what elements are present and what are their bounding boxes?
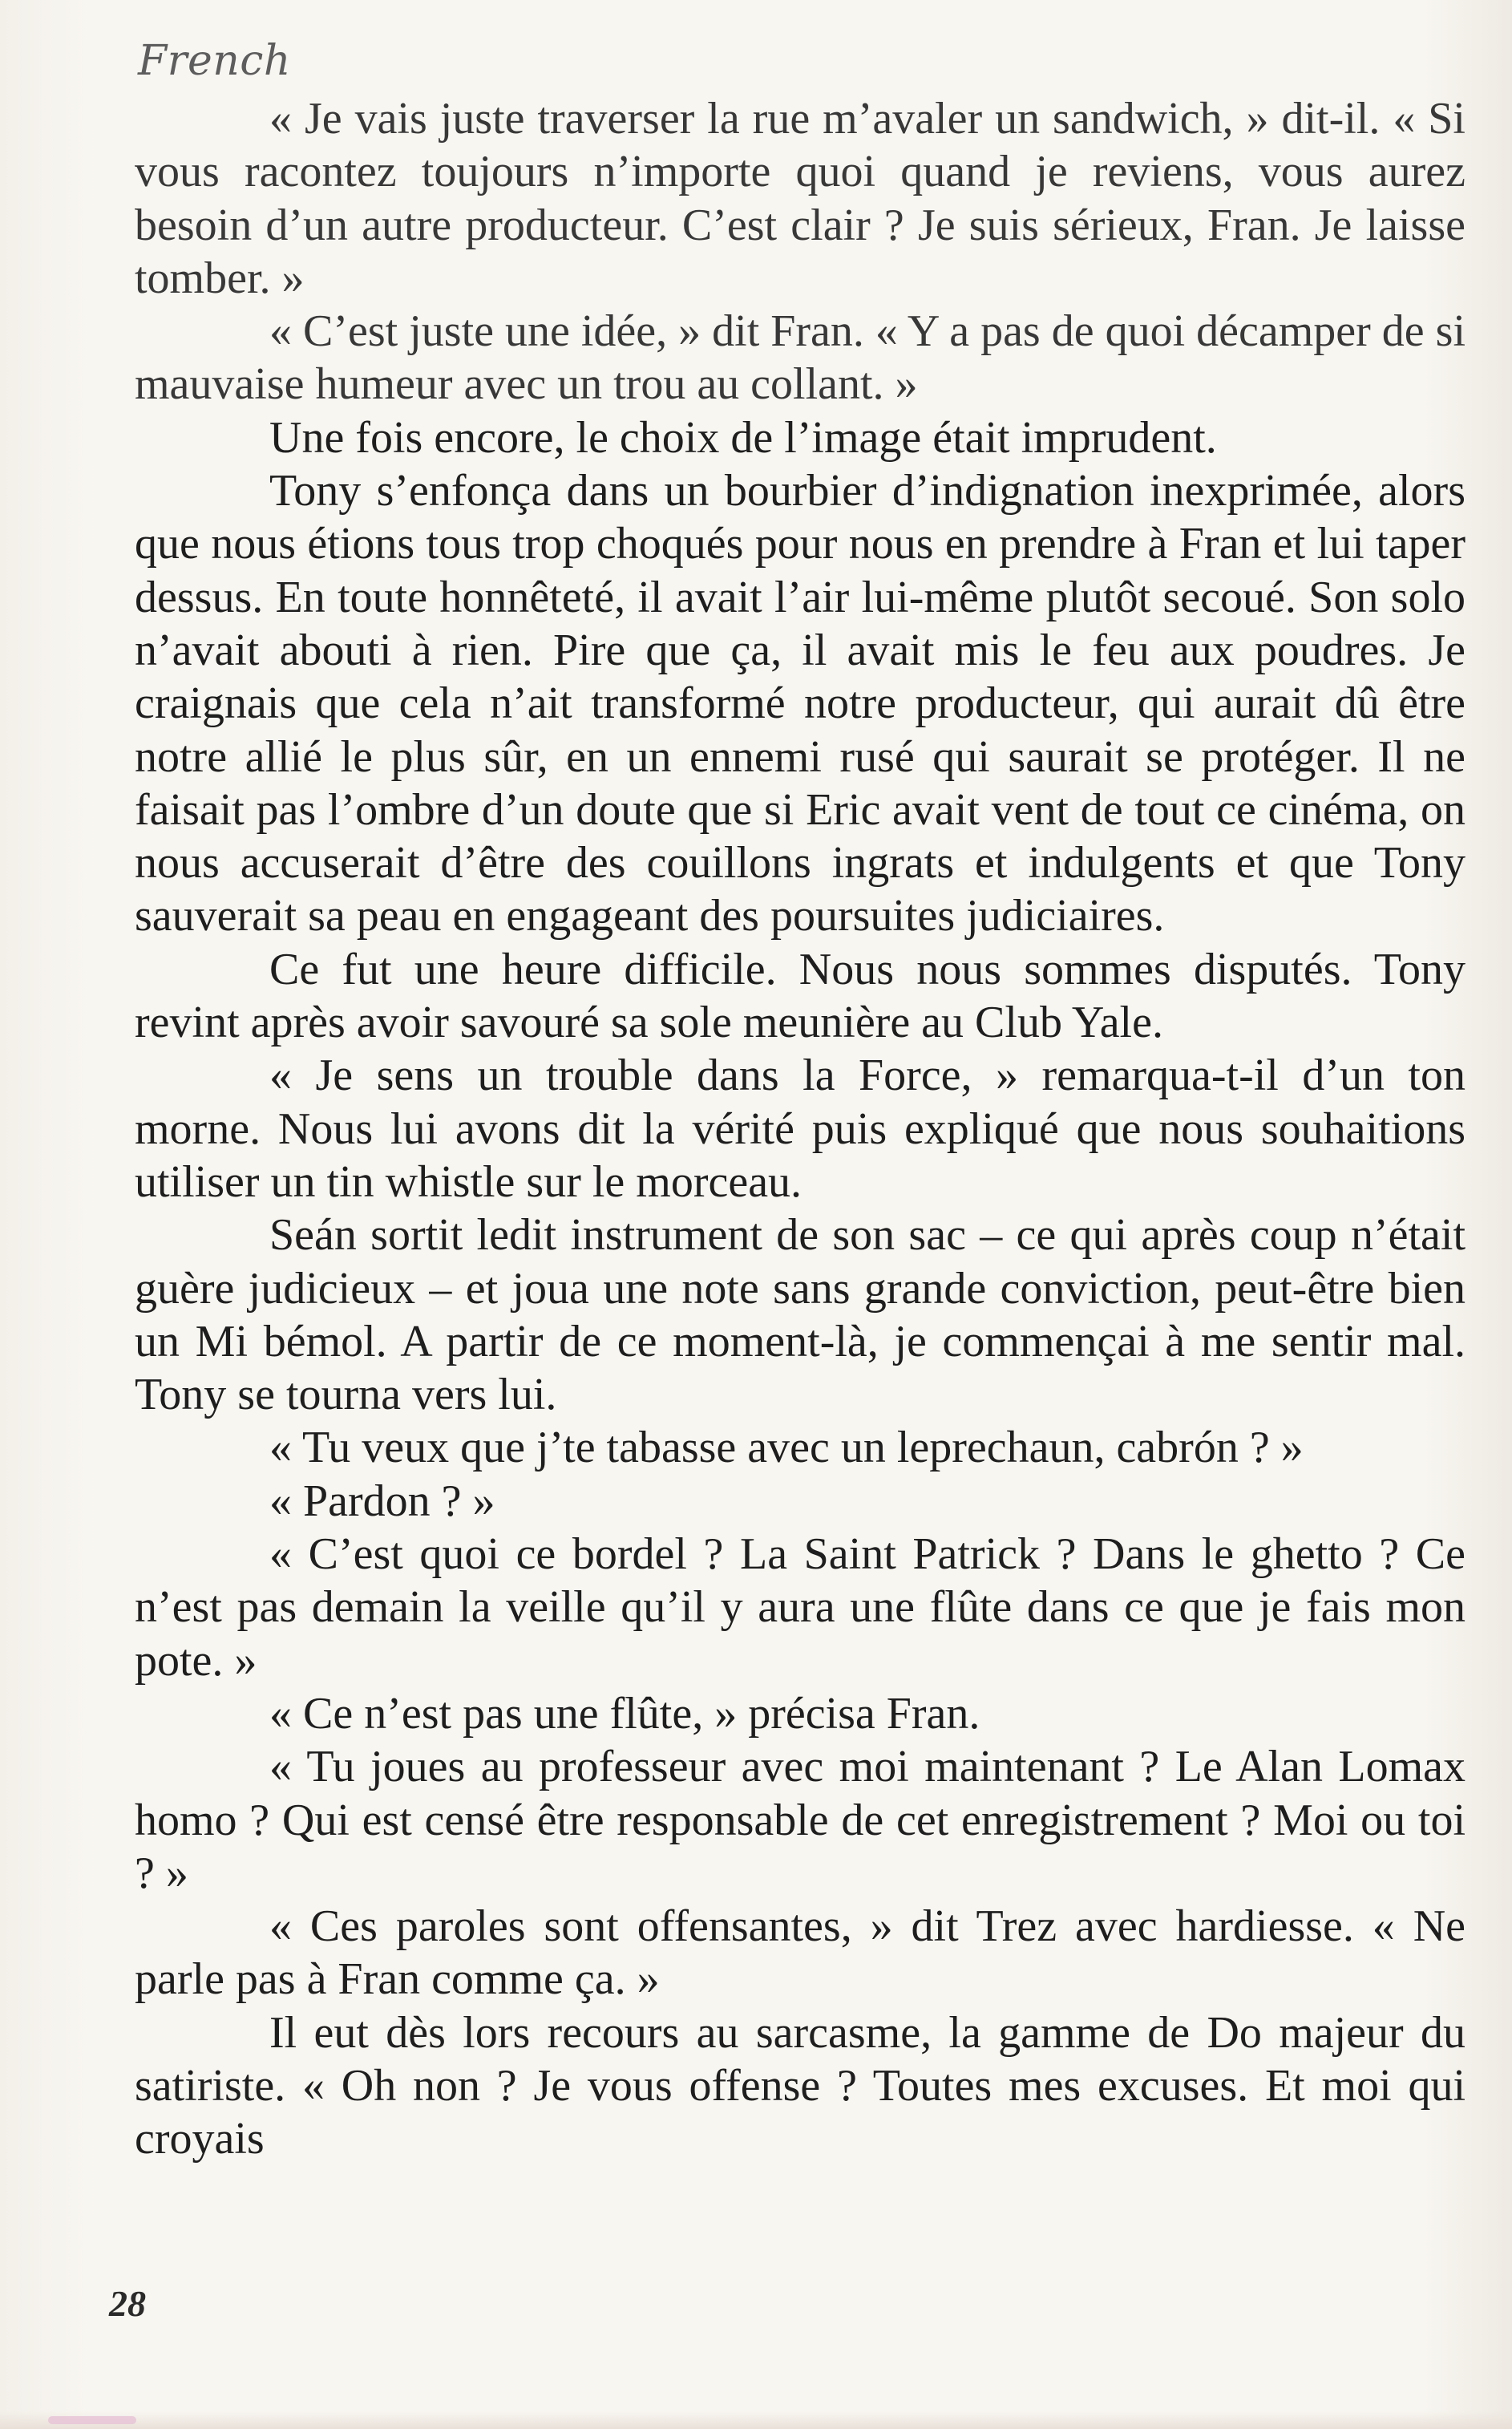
paragraph: Il eut dès lors recours au sarcasme, la gamme de Do majeur du satiriste. « Oh non ? Je vous offense ? Toutes mes excuses. Et moi qui croyais bbox=[135, 2007, 1466, 2164]
page-number: 28 bbox=[109, 2283, 146, 2324]
paragraph: « C’est juste une idée, » dit Fran. « Y a pas de quoi décamper de si mauvaise humeur avec un trou au collant. » bbox=[135, 306, 1466, 410]
paragraph: « Je vais juste traverser la rue m’avaler un sandwich, » dit-il. « Si vous racontez toujours n’importe quoi quand je reviens, vous aurez besoin d’un autre producteur. C’est clair ? Je suis sérieux, Fran. Je laisse tomber. » bbox=[135, 94, 1466, 303]
running-header: French bbox=[138, 37, 291, 85]
paragraph: Ce fut une heure difficile. Nous nous sommes disputés. Tony revint après avoir savouré sa sole meunière au Club Yale. bbox=[135, 944, 1466, 1048]
body-text bbox=[135, 92, 1466, 2166]
paragraph: « Tu veux que j’te tabasse avec un leprechaun, cabrón ? » bbox=[269, 1423, 1304, 1473]
paragraph: Une fois encore, le choix de l’image était imprudent. bbox=[269, 412, 1217, 463]
bottom-edge-mark bbox=[48, 2416, 136, 2424]
paragraph: « C’est quoi ce bordel ? La Saint Patrick ? Dans le ghetto ? Ce n’est pas demain la veille qu’il y aura une flûte dans ce que je fais mon pote. » bbox=[135, 1529, 1466, 1686]
paragraph: Tony s’enfonça dans un bourbier d’indignation inexprimée, alors que nous étions tous trop choqués pour nous en prendre à Fran et lui taper dessus. En toute honnêteté, il avait l’air lui-même plutôt secoué. Son solo n’avait abouti à rien. Pire que ça, il avait mis le feu aux poudres. Je craignais que cela n’ait transformé notre producteur, qui aurait dû être notre allié le plus sûr, en un ennemi rusé qui saurait se protéger. Il ne faisait pas l’ombre d’un doute que si Eric avait vent de tout ce cinéma, on nous accuserait d’être des couillons ingrats et indulgents et que Tony sauverait sa peau en engageant des poursuites judiciaires. bbox=[135, 466, 1466, 941]
paragraph: « Ces paroles sont offensantes, » dit Trez avec hardiesse. « Ne parle pas à Fran comme ça. » bbox=[135, 1901, 1466, 2005]
page-bottom-edge bbox=[0, 2411, 1512, 2429]
paragraph: « Ce n’est pas une flûte, » précisa Fran. bbox=[269, 1688, 980, 1739]
paragraph: « Je sens un trouble dans la Force, » remarqua-t-il d’un ton morne. Nous lui avons dit la vérité puis expliqué que nous souhaitions utiliser un tin whistle sur le morceau. bbox=[135, 1051, 1466, 1207]
paragraph: Seán sortit ledit instrument de son sac – ce qui après coup n’était guère judicieux – et joua une note sans grande conviction, peut-être bien un Mi bémol. A partir de ce moment-là, je commençai à me sentir mal. Tony se tourna vers lui. bbox=[135, 1210, 1466, 1420]
paragraph: « Tu joues au professeur avec moi maintenant ? Le Alan Lomax homo ? Qui est censé être responsable de cet enregistrement ? Moi ou toi ? » bbox=[135, 1742, 1466, 1898]
paragraph: « Pardon ? » bbox=[269, 1476, 495, 1526]
